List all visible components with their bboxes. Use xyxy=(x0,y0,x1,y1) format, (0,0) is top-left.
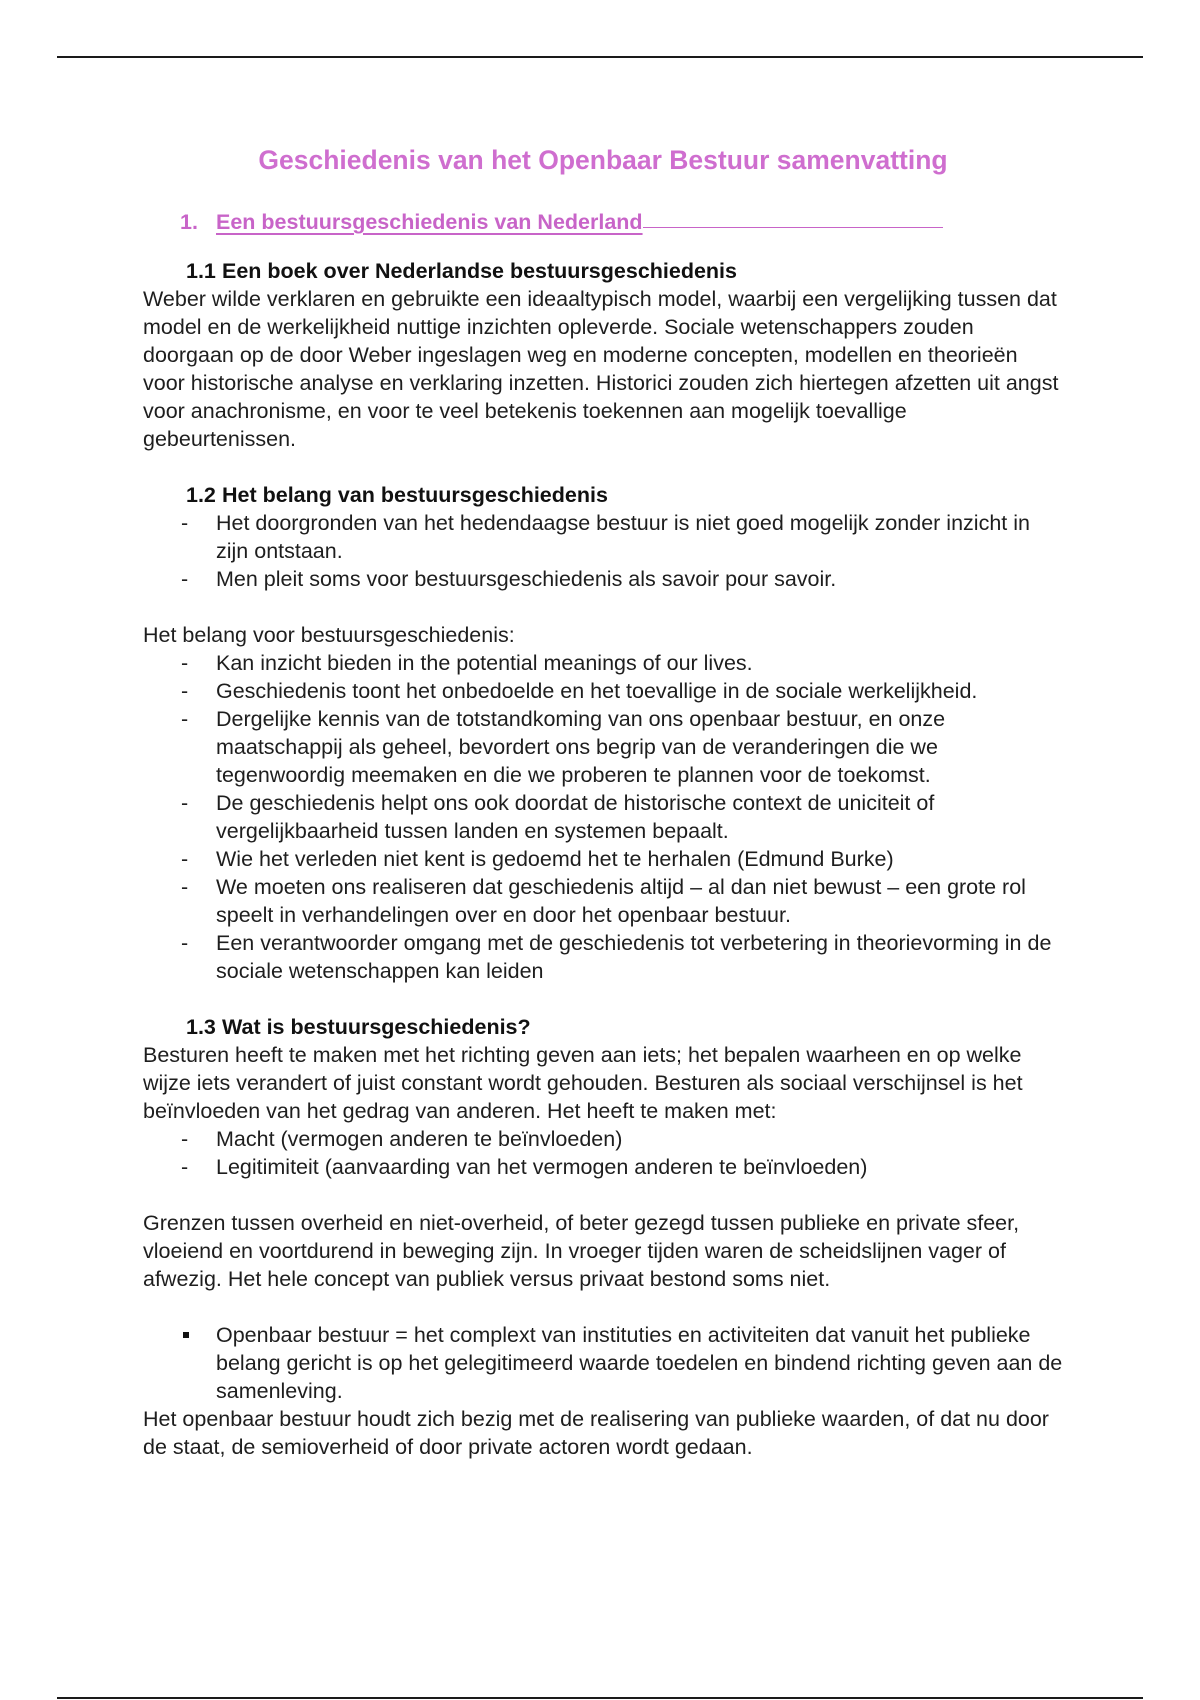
section-1-3-paragraph-2: Grenzen tussen overheid en niet-overheid, of beter gezegd tussen publieke en private sfeer, vloeiend en voortdurend in beweging zijn. In vroeger tijden waren de scheidslijnen vager of afwezig. Het hele concept van publiek versus privaat bestond soms niet. xyxy=(143,1211,1020,1291)
section-title: Wat is bestuursgeschiedenis? xyxy=(222,1015,531,1039)
list-item: - Geschiedenis toont het onbedoelde en het toevallige in de sociale werkelijkheid. xyxy=(143,677,1063,705)
chapter-title-text: Een bestuursgeschiedenis van Nederland xyxy=(216,210,643,234)
document-body xyxy=(143,143,1063,1461)
chapter-underline xyxy=(643,227,943,228)
top-rule xyxy=(57,56,1143,58)
section-number: 1.1 xyxy=(186,259,216,283)
section-1-2-list xyxy=(143,509,1063,593)
section-1-2-importance-list xyxy=(143,649,1063,985)
section-1-1-paragraph: Weber wilde verklaren en gebruikte een ideaaltypisch model, waarbij een vergelijking tussen dat model en de werkelijkheid nuttige inzichten opleverde. Sociale wetenschappers zouden doorgaan op de door Weber ingeslagen weg en moderne concepten, modellen en theorieën voor historische analyse en verklaring inzetten. Historici zouden zich hiertegen afzetten uit angst voor anachronisme, en voor te veel betekenis toekennen aan mogelijk toevallige gebeurtenissen. xyxy=(143,287,1059,451)
section-1-3-list xyxy=(143,1125,1063,1181)
section-1-3-paragraph-3: Het openbaar bestuur houdt zich bezig met de realisering van publieke waarden, of dat nu door de staat, de semioverheid of door private actoren wordt gedaan. xyxy=(143,1407,1049,1459)
section-number: 1.3 xyxy=(186,1015,216,1039)
section-1-2-intro: Het belang voor bestuursgeschiedenis: xyxy=(143,623,515,647)
section-1-3-paragraph: Besturen heeft te maken met het richting geven aan iets; het bepalen waarheen en op welke wijze iets verandert of juist constant wordt gehouden. Besturen als sociaal verschijnsel is het beïnvloeden van het gedrag van anderen. Het heeft te maken met: xyxy=(143,1043,1023,1123)
chapter-title xyxy=(216,208,1000,236)
list-item: - Dergelijke kennis van de totstandkoming van ons openbaar bestuur, en onze maatschappij als geheel, bevordert ons begrip van de veranderingen die we tegenwoordig meemaken en die we proberen te plannen voor de toekomst. xyxy=(143,705,1063,789)
section-heading-1-1 xyxy=(186,257,1063,285)
list-item: - We moeten ons realiseren dat geschiedenis altijd – al dan niet bewust – een grote rol speelt in verhandelingen over en door het openbaar bestuur. xyxy=(143,873,1063,929)
section-heading-1-3 xyxy=(186,1013,1063,1041)
list-item: - Een verantwoorder omgang met de geschiedenis tot verbetering in theorievorming in de sociale wetenschappen kan leiden xyxy=(143,929,1063,985)
section-title: Een boek over Nederlandse bestuursgeschiedenis xyxy=(222,259,737,283)
chapter-number: 1. xyxy=(180,210,198,234)
section-number: 1.2 xyxy=(186,483,216,507)
list-item: - De geschiedenis helpt ons ook doordat de historische context de uniciteit of vergelijkbaarheid tussen landen en systemen bepaalt. xyxy=(143,789,1063,845)
list-item: - Het doorgronden van het hedendaagse bestuur is niet goed mogelijk zonder inzicht in zijn ontstaan. xyxy=(143,509,1063,565)
list-item: - Kan inzicht bieden in the potential meanings of our lives. xyxy=(143,649,1063,677)
document-title: Geschiedenis van het Openbaar Bestuur samenvatting xyxy=(258,145,948,175)
list-item: - Legitimiteit (aanvaarding van het vermogen anderen te beïnvloeden) xyxy=(143,1153,1063,1181)
chapter-heading xyxy=(180,208,1063,236)
list-item: - Men pleit soms voor bestuursgeschiedenis als savoir pour savoir. xyxy=(143,565,1063,593)
section-heading-1-2 xyxy=(186,481,1063,509)
definition-item: Openbaar bestuur = het complext van instituties en activiteiten dat vanuit het publieke belang gericht is op het gelegitimeerd waarde toedelen en bindend richting geven aan de samenleving. xyxy=(143,1321,1063,1405)
definition-list xyxy=(143,1321,1063,1405)
section-title: Het belang van bestuursgeschiedenis xyxy=(222,483,608,507)
list-item: - Macht (vermogen anderen te beïnvloeden) xyxy=(143,1125,1063,1153)
list-item: - Wie het verleden niet kent is gedoemd het te herhalen (Edmund Burke) xyxy=(143,845,1063,873)
bottom-rule xyxy=(57,1697,1143,1699)
